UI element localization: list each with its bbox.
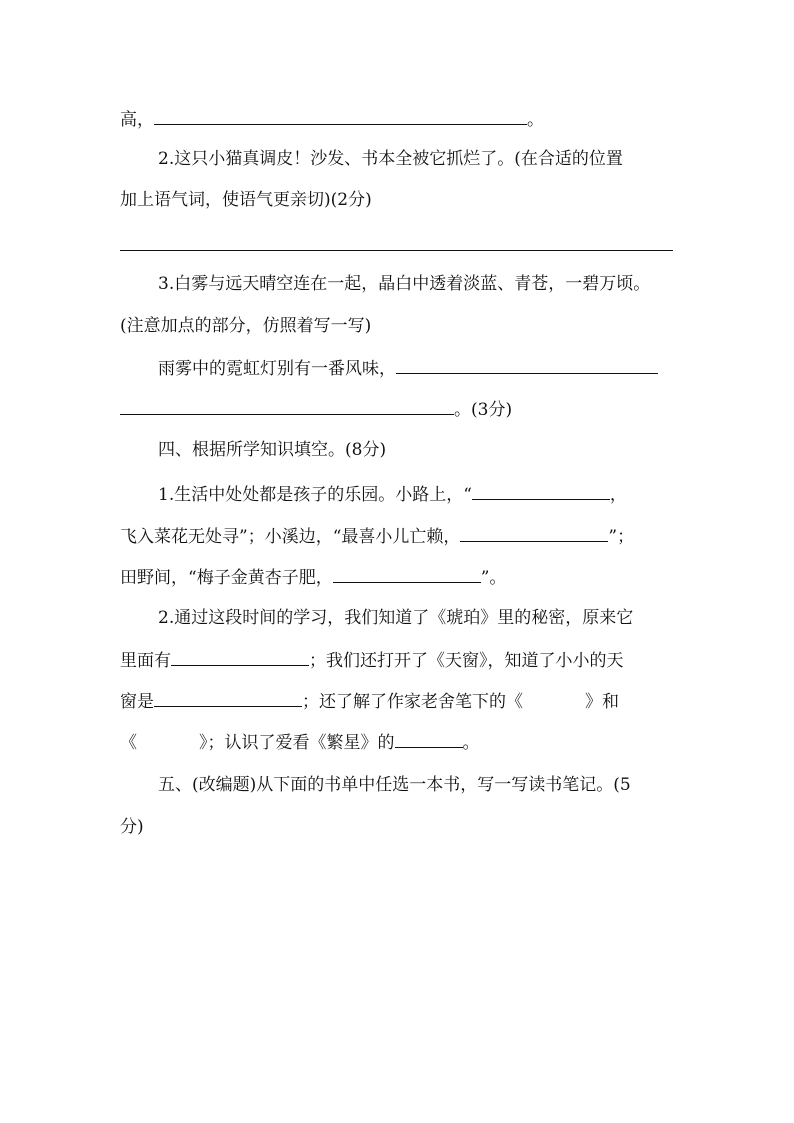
section-4-q2-text-e: 》和 [585, 692, 619, 712]
question-2-line1: 2.这只小猫真调皮！沙发、书本全被它抓烂了。(在合适的位置 [158, 149, 623, 169]
section-4-heading: 四、根据所学知识填空。(8分) [158, 440, 387, 460]
section-4-q2-text-g: 》；认识了爱看《繁星》的 [199, 733, 395, 753]
answer-blank[interactable] [154, 107, 527, 125]
section-4-q2-text-h: 。 [462, 733, 480, 753]
question-3-line2: (注意加点的部分，仿照着写一写) [120, 316, 372, 336]
question-3-blank-1[interactable] [396, 356, 658, 374]
section-4-q1-text-d: ”； [608, 527, 635, 547]
section-4-q1-line3 [120, 565, 506, 589]
section-4-q2-blank-3[interactable] [395, 730, 463, 748]
section-4-q2-line4 [120, 730, 480, 754]
section-4-q1-blank-2[interactable] [460, 524, 608, 542]
section-4-q1-blank-1[interactable] [472, 482, 610, 500]
answer-line-top [120, 107, 544, 131]
section-4-q1-line1 [158, 482, 627, 506]
question-3-line1: 3.白雾与远天晴空连在一起，晶白中透着淡蓝、青苍，一碧万顷。 [158, 274, 651, 294]
section-4-q2-line3 [120, 689, 619, 713]
section-4-q2-text-c: 窗是 [120, 692, 154, 712]
question-2-line2: 加上语气词，使语气更亲切)(2分) [120, 190, 372, 210]
section-4-q2-line2 [120, 648, 624, 672]
section-5-line2: 分) [120, 817, 144, 837]
section-4-q1-text-e: 田野间，“梅子金黄杏子肥， [120, 568, 333, 588]
question-3-line4 [120, 397, 512, 421]
question-3-line3 [158, 356, 658, 380]
section-4-q1-text-f: ”。 [480, 568, 507, 588]
section-4-q1-line2 [120, 524, 634, 548]
question-2-answer-blank[interactable] [120, 250, 673, 251]
question-3-score: 。(3分) [454, 400, 513, 420]
section-4-q2-blank-2[interactable] [154, 689, 302, 707]
section-4-q2-line1: 2.通过这段时间的学习，我们知道了《琥珀》里的秘密，原来它 [158, 608, 634, 628]
section-4-q2-text-f: 《 [120, 733, 137, 753]
section-5-line1: 五、(改编题)从下面的书单中任选一本书，写一写读书笔记。(5 [158, 775, 631, 795]
section-4-q2-text-b: ；我们还打开了《天窗》，知道了小小的天 [309, 651, 624, 671]
question-3-prompt: 雨雾中的霓虹灯别有一番风味， [158, 359, 396, 379]
section-4-q2-blank-1[interactable] [171, 648, 309, 666]
section-4-q1-text-a: 1.生活中处处都是孩子的乐园。小路上，“ [158, 485, 472, 505]
section-4-q1-text-b: ， [609, 485, 627, 505]
section-4-q1-text-c: 飞入菜花无处寻”；小溪边，“最喜小儿亡赖， [120, 527, 461, 547]
question-3-blank-2[interactable] [120, 397, 454, 415]
answer-suffix: 。 [527, 110, 544, 130]
answer-prefix: 高， [120, 110, 154, 130]
section-4-q1-blank-3[interactable] [333, 565, 481, 583]
section-4-q2-text-d: ；还了解了作家老舍笔下的《 [302, 692, 523, 712]
section-4-q2-text-a: 里面有 [120, 651, 171, 671]
